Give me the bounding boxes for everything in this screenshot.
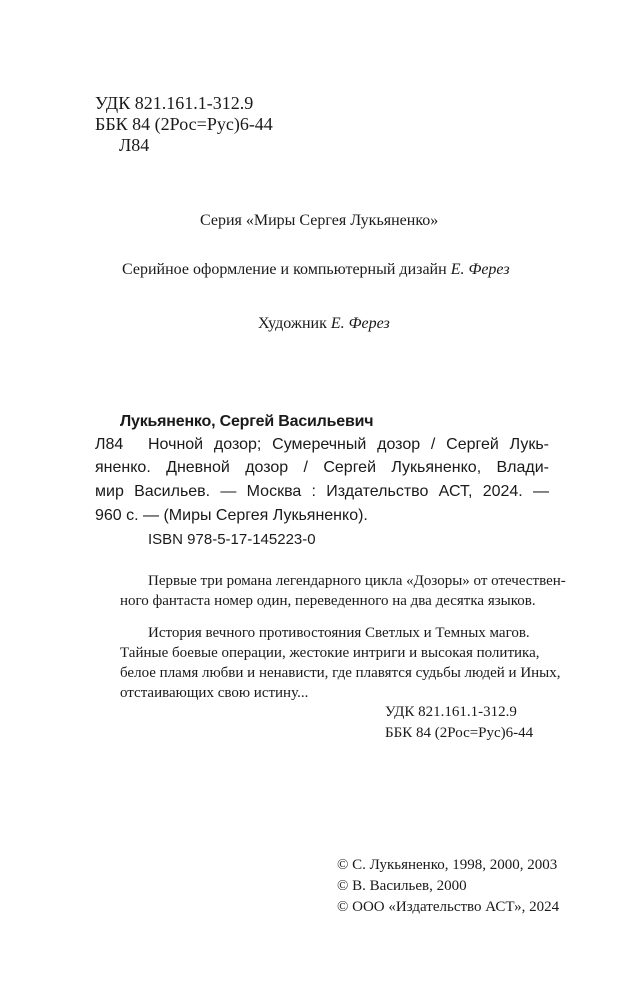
catalog-description-line: 960 с. — (Миры Сергея Лукьяненко). [95,507,368,524]
udk-code-top: УДК 821.161.1-312.9 [95,93,254,113]
artist-credit-name: Е. Ферез [330,315,390,332]
udk-code-bottom: УДК 821.161.1-312.9 [385,704,517,720]
annotation-line: отстаивающих свою истину... [120,685,309,701]
artist-credit [258,316,390,332]
copyright-line: © В. Васильев, 2000 [337,878,467,894]
catalog-author-heading: Лукьяненко, Сергей Васильевич [120,413,374,430]
design-credit-name: Е. Ферез [450,261,510,278]
series-line: Серия «Миры Сергея Лукьяненко» [200,212,439,229]
annotation-line: ного фантаста номер один, переведенного на два десятка языков. [120,593,536,609]
catalog-description-line: яненко. Дневной дозор / Сергей Лукьяненко, Влади- [95,459,549,476]
copyright-line: © С. Лукьяненко, 1998, 2000, 2003 [337,857,558,873]
bbk-code-bottom: ББК 84 (2Рос=Рус)6-44 [385,725,534,741]
isbn: ISBN 978-5-17-145223-0 [148,531,316,548]
copyright-line: © ООО «Издательство АСТ», 2024 [337,899,560,915]
annotation-line: Первые три романа легендарного цикла «Дозоры» от отечествен- [148,573,566,589]
artist-credit-prefix: Художник [258,315,327,332]
catalog-description-line: мир Васильев. — Москва : Издательство АСТ, 2024. — [95,483,549,500]
author-mark-top: Л84 [119,135,150,155]
annotation-line: История вечного противостояния Светлых и Темных магов. [148,625,530,641]
catalog-mark: Л84 [95,436,124,453]
design-credit [122,262,510,278]
catalog-description-line: Ночной дозор; Сумеречный дозор / Сергей Лукь- [148,436,549,453]
design-credit-prefix: Серийное оформление и компьютерный дизайн [122,261,447,278]
annotation-line: Тайные боевые операции, жестокие интриги и высокая политика, [120,645,540,661]
bbk-code-top: ББК 84 (2Рос=Рус)6-44 [95,114,273,134]
annotation-line: белое пламя любви и ненависти, где плавятся судьбы людей и Иных, [120,665,561,681]
